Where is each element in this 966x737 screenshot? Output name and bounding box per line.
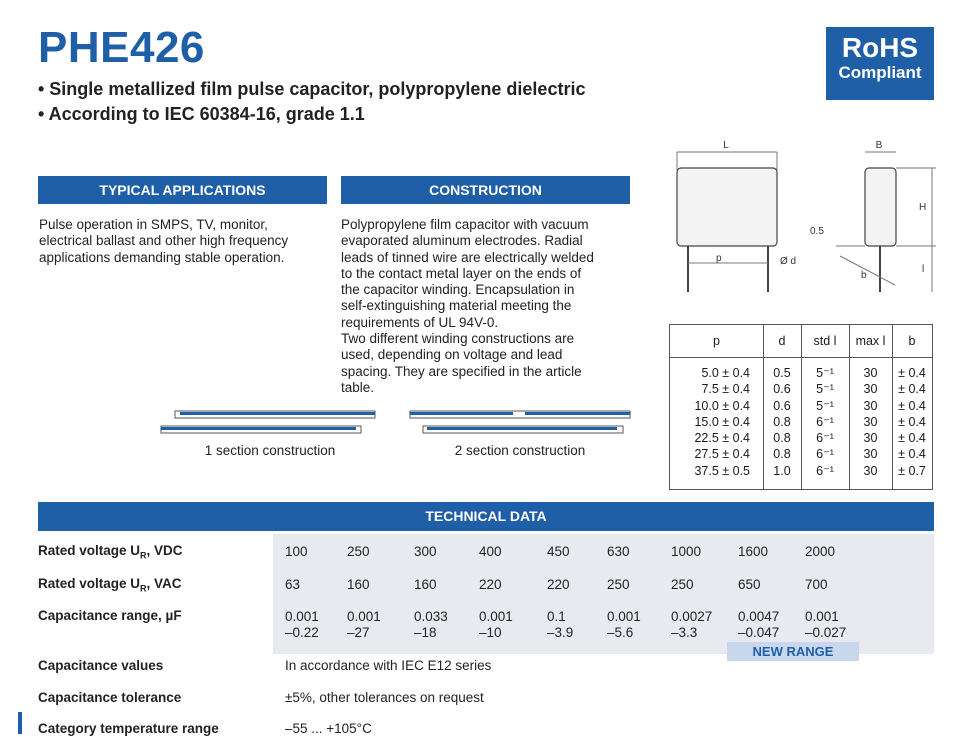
- cap-range-value: [547, 609, 573, 641]
- electrode-layer: [525, 412, 630, 415]
- vdc-value: 1000: [671, 544, 702, 559]
- electrode-layer: [427, 427, 617, 430]
- table-cell: 0.5: [773, 366, 791, 380]
- cap-range-low: 0.001: [479, 609, 513, 624]
- table-cell: 6⁻¹: [816, 414, 834, 429]
- two-section-caption: 2 section construction: [454, 443, 586, 458]
- construction-line: self-extinguishing material meeting the: [341, 298, 572, 314]
- table-cell: ± 0.4: [898, 382, 926, 397]
- two-section-diagram: [405, 405, 635, 441]
- label-l-lower: l: [922, 264, 925, 275]
- table-cell: 5⁻¹: [816, 398, 834, 413]
- table-cell: 0.6: [773, 398, 791, 413]
- cap-range-low: 0.001: [607, 609, 641, 624]
- vac-value: 220: [547, 577, 570, 592]
- table-cell: 6⁻¹: [816, 431, 834, 446]
- cap-range-low: 0.001: [285, 609, 319, 624]
- construction-line: the capacitor winding. Encapsulation in: [341, 282, 575, 298]
- construction-line: evaporated aluminum electrodes. Radial: [341, 233, 583, 249]
- col-p: [670, 365, 750, 479]
- col-header-d: d: [778, 334, 786, 348]
- typical-applications-heading: TYPICAL APPLICATIONS: [38, 176, 327, 204]
- applications-line: electrical ballast and other high frequency: [39, 233, 289, 249]
- label-h: H: [919, 202, 927, 213]
- cap-range-high: –3.9: [547, 625, 574, 640]
- col-header-b: b: [908, 334, 916, 348]
- left-marker: [18, 712, 22, 734]
- construction-text: [341, 217, 594, 396]
- vac-value: 160: [347, 577, 370, 592]
- applications-line: applications demanding stable operation.: [39, 249, 285, 265]
- vdc-value: 400: [479, 544, 502, 559]
- col-std-l: [801, 365, 849, 479]
- bullet-standard: • According to IEC 60384-16, grade 1.1: [38, 104, 365, 124]
- capacitor-dimension-drawing: [660, 130, 950, 305]
- electrode-layer: [161, 427, 356, 430]
- col-d: [763, 365, 801, 479]
- vdc-value: 250: [347, 544, 370, 559]
- cap-range-value: [285, 609, 319, 641]
- cap-range-high: –5.6: [607, 625, 634, 640]
- label-b-lower: b: [861, 270, 867, 281]
- table-cell: 10.0 ± 0.4: [694, 398, 750, 413]
- capacitor-body-side: [865, 168, 896, 246]
- temp-range-label: Category temperature range: [38, 721, 219, 736]
- vdc-value: 1600: [738, 544, 769, 559]
- table-divider: [670, 357, 932, 358]
- label-subscript: R: [140, 550, 147, 561]
- vac-value: 160: [414, 577, 437, 592]
- one-section-diagram: [155, 405, 385, 441]
- cap-range-value: [607, 609, 641, 641]
- cap-range-low: 0.1: [547, 609, 566, 624]
- table-cell: 5⁻¹: [816, 382, 834, 397]
- label-b-upper: B: [875, 140, 883, 151]
- table-cell: 0.8: [773, 447, 791, 462]
- vdc-value: 630: [607, 544, 630, 559]
- table-cell: 30: [863, 366, 878, 380]
- construction-line: leads of tinned wire are electrically welded: [341, 249, 594, 265]
- rohs-badge: [826, 27, 934, 100]
- technical-data-heading: TECHNICAL DATA: [38, 502, 934, 531]
- applications-line: Pulse operation in SMPS, TV, monitor,: [39, 217, 268, 232]
- capacitor-body-front: [677, 168, 777, 246]
- table-cell: 22.5 ± 0.4: [694, 431, 750, 446]
- construction-heading: CONSTRUCTION: [341, 176, 630, 204]
- temp-range-value: –55 ... +105°C: [285, 721, 372, 736]
- table-cell: 30: [863, 398, 878, 413]
- cap-range-low: 0.033: [414, 609, 448, 624]
- cap-range-low: 0.001: [347, 609, 381, 624]
- cap-range-value: [414, 609, 448, 641]
- rated-vdc-label: [38, 543, 183, 561]
- vac-value: 700: [805, 577, 828, 592]
- table-cell: 7.5 ± 0.4: [701, 382, 750, 397]
- table-cell: 0.8: [773, 414, 791, 429]
- cap-range-low: 0.001: [805, 609, 839, 624]
- vac-value: 650: [738, 577, 761, 592]
- label-text: Rated voltage U: [38, 543, 141, 558]
- vac-value: 250: [607, 577, 630, 592]
- cap-values-value: In accordance with IEC E12 series: [285, 658, 492, 673]
- cap-range-high: –0.047: [738, 625, 780, 640]
- cap-tolerance-value: ±5%, other tolerances on request: [285, 690, 484, 705]
- table-cell: 5.0 ± 0.4: [701, 366, 750, 380]
- label-subscript: R: [140, 583, 147, 594]
- cap-range-high: –27: [347, 625, 370, 640]
- table-cell: 37.5 ± 0.5: [694, 463, 750, 478]
- construction-line: table.: [341, 379, 375, 395]
- table-cell: 27.5 ± 0.4: [694, 447, 750, 462]
- cap-tolerance-label: Capacitance tolerance: [38, 690, 182, 705]
- table-cell: ± 0.4: [898, 366, 926, 380]
- one-section-caption: 1 section construction: [204, 443, 336, 458]
- cap-range-high: –0.22: [285, 625, 319, 640]
- table-cell: 0.6: [773, 382, 791, 397]
- table-cell: 5⁻¹: [816, 366, 834, 380]
- vdc-value: 300: [414, 544, 437, 559]
- col-header-std-l: std l: [813, 334, 837, 348]
- page-title: PHE426: [38, 23, 205, 72]
- cap-range-high: –0.027: [805, 625, 847, 640]
- col-b: [892, 365, 932, 479]
- vac-value: 63: [285, 577, 301, 592]
- table-cell: ± 0.4: [898, 431, 926, 446]
- electrode-layer: [180, 412, 375, 415]
- label-text: , VAC: [146, 576, 182, 591]
- cap-range-high: –10: [479, 625, 502, 640]
- cap-values-label: Capacitance values: [38, 658, 164, 673]
- cap-range-value: [738, 609, 779, 641]
- rated-vac-label: [38, 576, 182, 594]
- table-cell: 30: [863, 382, 878, 397]
- cap-range-low: 0.0047: [738, 609, 780, 624]
- table-cell: ± 0.4: [898, 398, 926, 413]
- cap-range-value: [479, 609, 513, 641]
- label-d: Ø d: [780, 256, 797, 267]
- construction-line: spacing. They are specified in the article: [341, 363, 582, 379]
- electrode-layer: [410, 412, 513, 415]
- dim-line: [840, 256, 895, 285]
- table-cell: 30: [863, 431, 878, 446]
- construction-line: requirements of UL 94V-0.: [341, 314, 499, 330]
- label-p: p: [716, 253, 722, 264]
- label-text: Rated voltage U: [38, 576, 141, 591]
- table-cell: 6⁻¹: [816, 447, 834, 462]
- table-cell: 1.0: [773, 463, 791, 478]
- bullet-dielectric: • Single metallized film pulse capacitor, polypropylene dielectric: [38, 79, 586, 99]
- construction-line: used, depending on voltage and lead: [341, 347, 563, 363]
- table-cell: 30: [863, 463, 878, 478]
- cap-range-high: –3.3: [671, 625, 698, 640]
- label-l-upper: L: [723, 140, 729, 151]
- cap-range-label: Capacitance range, µF: [38, 608, 182, 623]
- construction-line: to the contact metal layer on the ends of: [341, 265, 582, 281]
- table-cell: 30: [863, 414, 878, 429]
- label-05: 0.5: [810, 226, 824, 237]
- cap-range-value: [347, 609, 381, 641]
- table-cell: ± 0.4: [898, 414, 926, 429]
- construction-line: Two different winding constructions are: [341, 331, 575, 347]
- vac-value: 250: [671, 577, 694, 592]
- cap-range-value: [671, 609, 712, 641]
- vdc-value: 450: [547, 544, 570, 559]
- cap-range-low: 0.0027: [671, 609, 713, 624]
- vac-value: 220: [479, 577, 502, 592]
- rohs-compliant-label: Compliant: [838, 62, 922, 82]
- table-cell: ± 0.4: [898, 447, 926, 462]
- applications-text: [39, 217, 288, 266]
- dimension-table: [669, 324, 933, 490]
- cap-range-value: [805, 609, 846, 641]
- table-cell: 15.0 ± 0.4: [694, 414, 750, 429]
- construction-line: Polypropylene film capacitor with vacuum: [341, 217, 589, 232]
- cap-range-high: –18: [414, 625, 437, 640]
- table-cell: 30: [863, 447, 878, 462]
- col-max-l: [849, 365, 892, 479]
- table-cell: ± 0.7: [898, 463, 926, 478]
- col-header-max-l: max l: [855, 334, 886, 348]
- label-text: , VDC: [146, 543, 183, 558]
- new-range-badge: NEW RANGE: [727, 642, 859, 661]
- rohs-label: RoHS: [841, 32, 919, 63]
- vdc-value: 2000: [805, 544, 836, 559]
- vdc-value: 100: [285, 544, 308, 559]
- table-cell: 0.8: [773, 431, 791, 446]
- table-cell: 6⁻¹: [816, 463, 834, 478]
- col-header-p: p: [713, 334, 720, 348]
